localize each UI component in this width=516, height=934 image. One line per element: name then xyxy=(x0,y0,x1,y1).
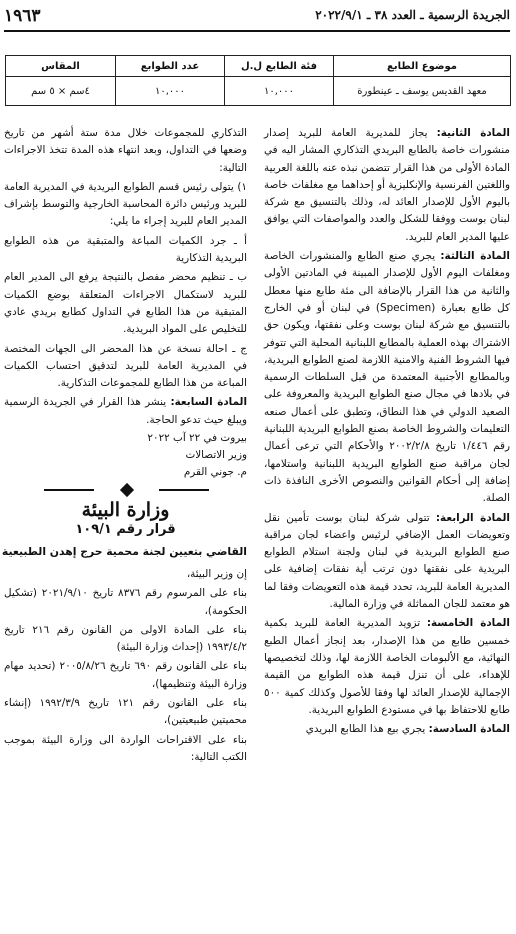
right-column xyxy=(264,125,510,740)
procedure-a: أ ـ جرد الكميات المباعة والمتبقية من هذه الطوابع البريدية التذكارية xyxy=(4,234,247,265)
stamp-size-header: المقاس xyxy=(6,56,116,77)
article-4 xyxy=(264,510,510,614)
running-head: الجريدة الرسمية ـ العدد ٣٨ ـ ٢٠٢٢/٩/١ xyxy=(315,8,510,22)
article-3 xyxy=(264,248,510,507)
procedure-b: ب ـ تنظيم محضر مفصل بالنتيجة يرفع الى المدير العام للبريد لاستكمال الاجراءات المتعلقة بوضع الكميات المتبقية من هذا الطابع في التداول كطابع بريدي عادي للتخليص على المواد البريدية. xyxy=(4,271,247,336)
ministry-heading: وزارة البيئة xyxy=(81,499,170,522)
article-5-lead: المادة الخامسة: xyxy=(426,617,510,630)
article-2-lead: المادة الثانية: xyxy=(436,127,510,139)
divider-bar-left xyxy=(44,489,94,491)
divider-bar-right xyxy=(159,489,209,491)
divider-diamond xyxy=(120,483,134,497)
decree-preamble-2: بناء على المرسوم رقم ٨٣٧٦ تاريخ ٢٠٢١/٩/١٠ (تشكيل الحكومة)، xyxy=(4,587,248,617)
article-2-body: يجاز للمديرية العامة للبريد إصدار منشورات خاصة بالطابع البريدي التذكاري المشار اليه في المادة الأولى من هذا القرار تتضمن نبذه عنه باللغة العربية واللغتين الفرنسية والإنكليزية أو إحداهما مع مغلفات خاصة باليوم الأول للإصدار العائد له، وذلك بالتنسيق مع شركة لبنان بوست ووفقا للشكل والعدد والمواصفات التي يوافق عليها المدير العام للبريد. xyxy=(264,127,510,243)
article-2 xyxy=(264,125,510,246)
decree-preamble-6: بناء على الاقتراحات الواردة الى وزارة البيئة بموجب الكتب التالية: xyxy=(4,733,247,763)
article-3-body: يجري صنع الطابع والمنشورات الخاصة ومغلفات اليوم الأول للإصدار المبينة في المادتين الأولى والثانية من هذا القرار بالإضافة الى مئة طابع منها معطل كل طابع بعبارة (Specimen) في لبنان أو في الخارج بالتنسيق مع شركة لبنان بوست وعلى نفقتها، ويكون حق الاشتراك بهذه العملية بالمطابع اللبنانية المحلية التي تتوفر فيها الشروط الفنية والامنية اللازمة لصنع الطوابع البريدية، وبالمطابع الأجنبية المعتمدة من قبل السلطات الرسمية في بلادها في مجال صنع الطوابع البريدية والمعروفة على الصعيد الدولي في هذا النطاق، وتطبق على أعمال صنعه التعليمات والشروط الخاصة بصنع الطوابع البريدية اللبنانية رقم ١/٤٤٦ تاريخ ٢٠٠٢/٢/٨ والأحكام التي ترعى أعمال لجان مراقبة صنع الطوابع البريدية اللبنانية واستلامها، إضافة إلى أحكام القوانين والنصوص الأخرى النافذة ذات الصلة. xyxy=(264,250,511,505)
stamp-table-row xyxy=(6,77,511,106)
stamp-subject-cell: معهد القديس يوسف ـ عينطورة xyxy=(334,77,511,106)
page-number: ١٩٦٣ xyxy=(4,6,41,26)
procedure-c: ج ـ احالة نسخة عن هذا المحضر الى الجهات المختصة في المديرية العامة للبريد لتدقيق احتساب الكميات المباعة من هذا الطابع للمجموعات التذكارية. xyxy=(4,342,247,390)
procedure-1: ١) يتولى رئيس قسم الطوابع البريدية في المديرية العامة للبريد ورئيس دائرة المحاسبة الخارجية والتوسط بإشراف المدير العام للبريد إجراء ما يلي: xyxy=(4,180,247,228)
decree-preamble-1: إن وزير البيئة، xyxy=(186,567,247,580)
stamp-table-header-row xyxy=(6,56,511,77)
decree-preamble-3: بناء على المادة الاولى من القانون رقم ٢١٦ تاريخ ١٩٩٣/٤/٢ (إحداث وزارة البيئة) xyxy=(4,623,247,654)
stamp-count-cell: ١٠,٠٠٠ xyxy=(116,77,225,106)
article-6 xyxy=(264,721,510,738)
signature-name: م. جوني القرم xyxy=(183,466,247,479)
article-7-lead: المادة السابعة: xyxy=(170,396,247,409)
article-4-lead: المادة الرابعة: xyxy=(435,511,510,524)
article-6-continued: التذكاري للمجموعات خلال مدة ستة أشهر من تاريخ وضعها في التداول، وبعد انتهاء هذه المدة تتخذ الاجراءات التالية: xyxy=(4,127,247,174)
article-6-lead: المادة السادسة: xyxy=(428,723,510,736)
article-5 xyxy=(264,615,510,719)
stamp-value-cell: ١٠,٠٠٠ xyxy=(225,77,334,106)
stamp-subject-header: موضوع الطابع xyxy=(334,56,511,77)
article-5-body: تزويد المديرية العامة للبريد بكمية خمسين طابع من هذا الإصدار، بعد إنجاز أعمال الطبع النهائية، مع الألبومات الخاصة اللازمة لها، وذلك لتخصيصها للإهداء، على أن تنزل قيمة هذه الطوابع من القيمة الإجمالية للإصدار العائد لها وفقا للأصول وكذلك كمية ٥٠٠ طابع للاحتفاظ بها في مستودع الطوابع البريدية. xyxy=(264,617,510,716)
decree-number: قرار رقم ١٠٩/١ xyxy=(75,522,176,538)
article-4-body: تتولى شركة لبنان بوست تأمين نقل وتعويضات العمل الإضافي لرئيس واعضاء لجان مراقبة صنع الطوابع البريدية في لبنان ولجنة استلام الطوابع البريدية على نفقتها دون ترتب أية نفقات إضافية على المديرية العامة للبريد، تحدد قيمة هذه التعويضات وفقا لما هو معتمد للجان المماثلة في وزارة المالية. xyxy=(264,511,510,611)
article-7-body: ينشر هذا القرار في الجريدة الرسمية ويبلغ حيث تدعو الحاجة. xyxy=(4,396,247,426)
page-header xyxy=(4,6,510,32)
decree-preamble-5: بناء على القانون رقم ١٢١ تاريخ ١٩٩٢/٣/٩ (إنشاء محميتين طبيعيتين)، xyxy=(4,697,247,727)
article-7 xyxy=(4,394,247,429)
article-6-body: يجري بيع هذا الطابع البريدي xyxy=(305,723,429,736)
stamp-table xyxy=(5,55,511,106)
stamp-value-header: فئة الطابع ل.ل xyxy=(225,56,334,77)
article-3-lead: المادة الثالثة: xyxy=(440,250,510,263)
signature-title: وزير الاتصالات xyxy=(185,449,247,462)
decree-title: القاضي بتعيين لجنة محمية حرج إهدن الطبيعية xyxy=(1,544,247,558)
signature-date: بيروت في ٢٢ آب ٢٠٢٢ xyxy=(147,432,247,445)
section-divider xyxy=(4,484,247,496)
stamp-count-header: عدد الطوابع xyxy=(116,56,225,77)
stamp-size-cell: ٤سم × ٥ سم xyxy=(6,77,116,106)
left-column xyxy=(1,125,248,768)
decree-preamble-4: بناء على القانون رقم ٦٩٠ تاريخ ٢٠٠٥/٨/٢٦ (تحديد مهام وزارة البيئة وتنظيمها)، xyxy=(4,660,248,690)
